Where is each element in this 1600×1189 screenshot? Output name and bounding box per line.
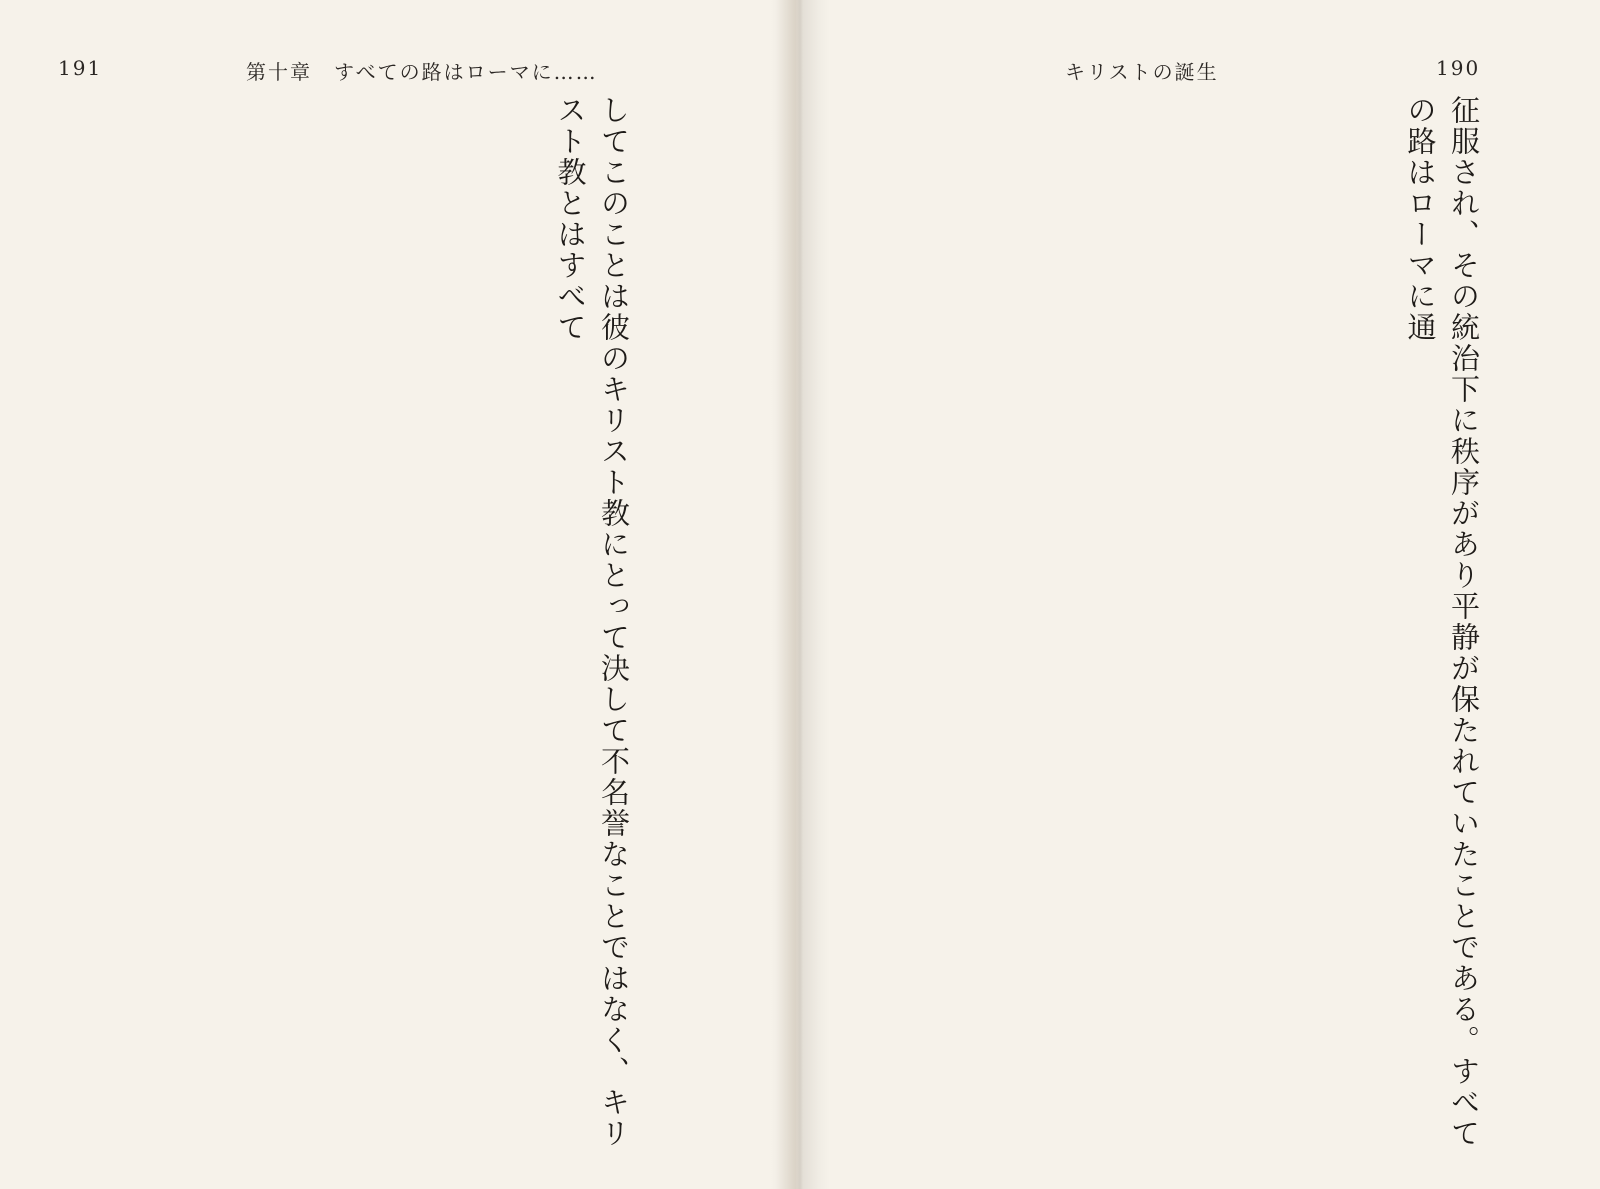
right-column-placeholder xyxy=(1355,95,1399,1155)
left-page xyxy=(0,0,780,1189)
right-body-text xyxy=(820,95,1485,1155)
right-page xyxy=(820,0,1600,1189)
left-column-placeholder xyxy=(505,95,549,1155)
left-opening-line: してこのことは彼のキリスト教にとって決して不名誉なことではなく、キリスト教とはすべて xyxy=(553,95,631,1149)
page-number-right: 190 xyxy=(1436,56,1481,80)
left-body-text xyxy=(165,95,635,1155)
page-number-left: 191 xyxy=(58,56,103,80)
running-head-right: キリストの誕生 xyxy=(1065,60,1219,84)
right-opening-line: 征服され、その統治下に秩序があり平静が保たれていたことである。すべての路はローマに通 xyxy=(1403,95,1481,1149)
running-head-left: 第十章 すべての路はローマに…… xyxy=(246,60,598,84)
